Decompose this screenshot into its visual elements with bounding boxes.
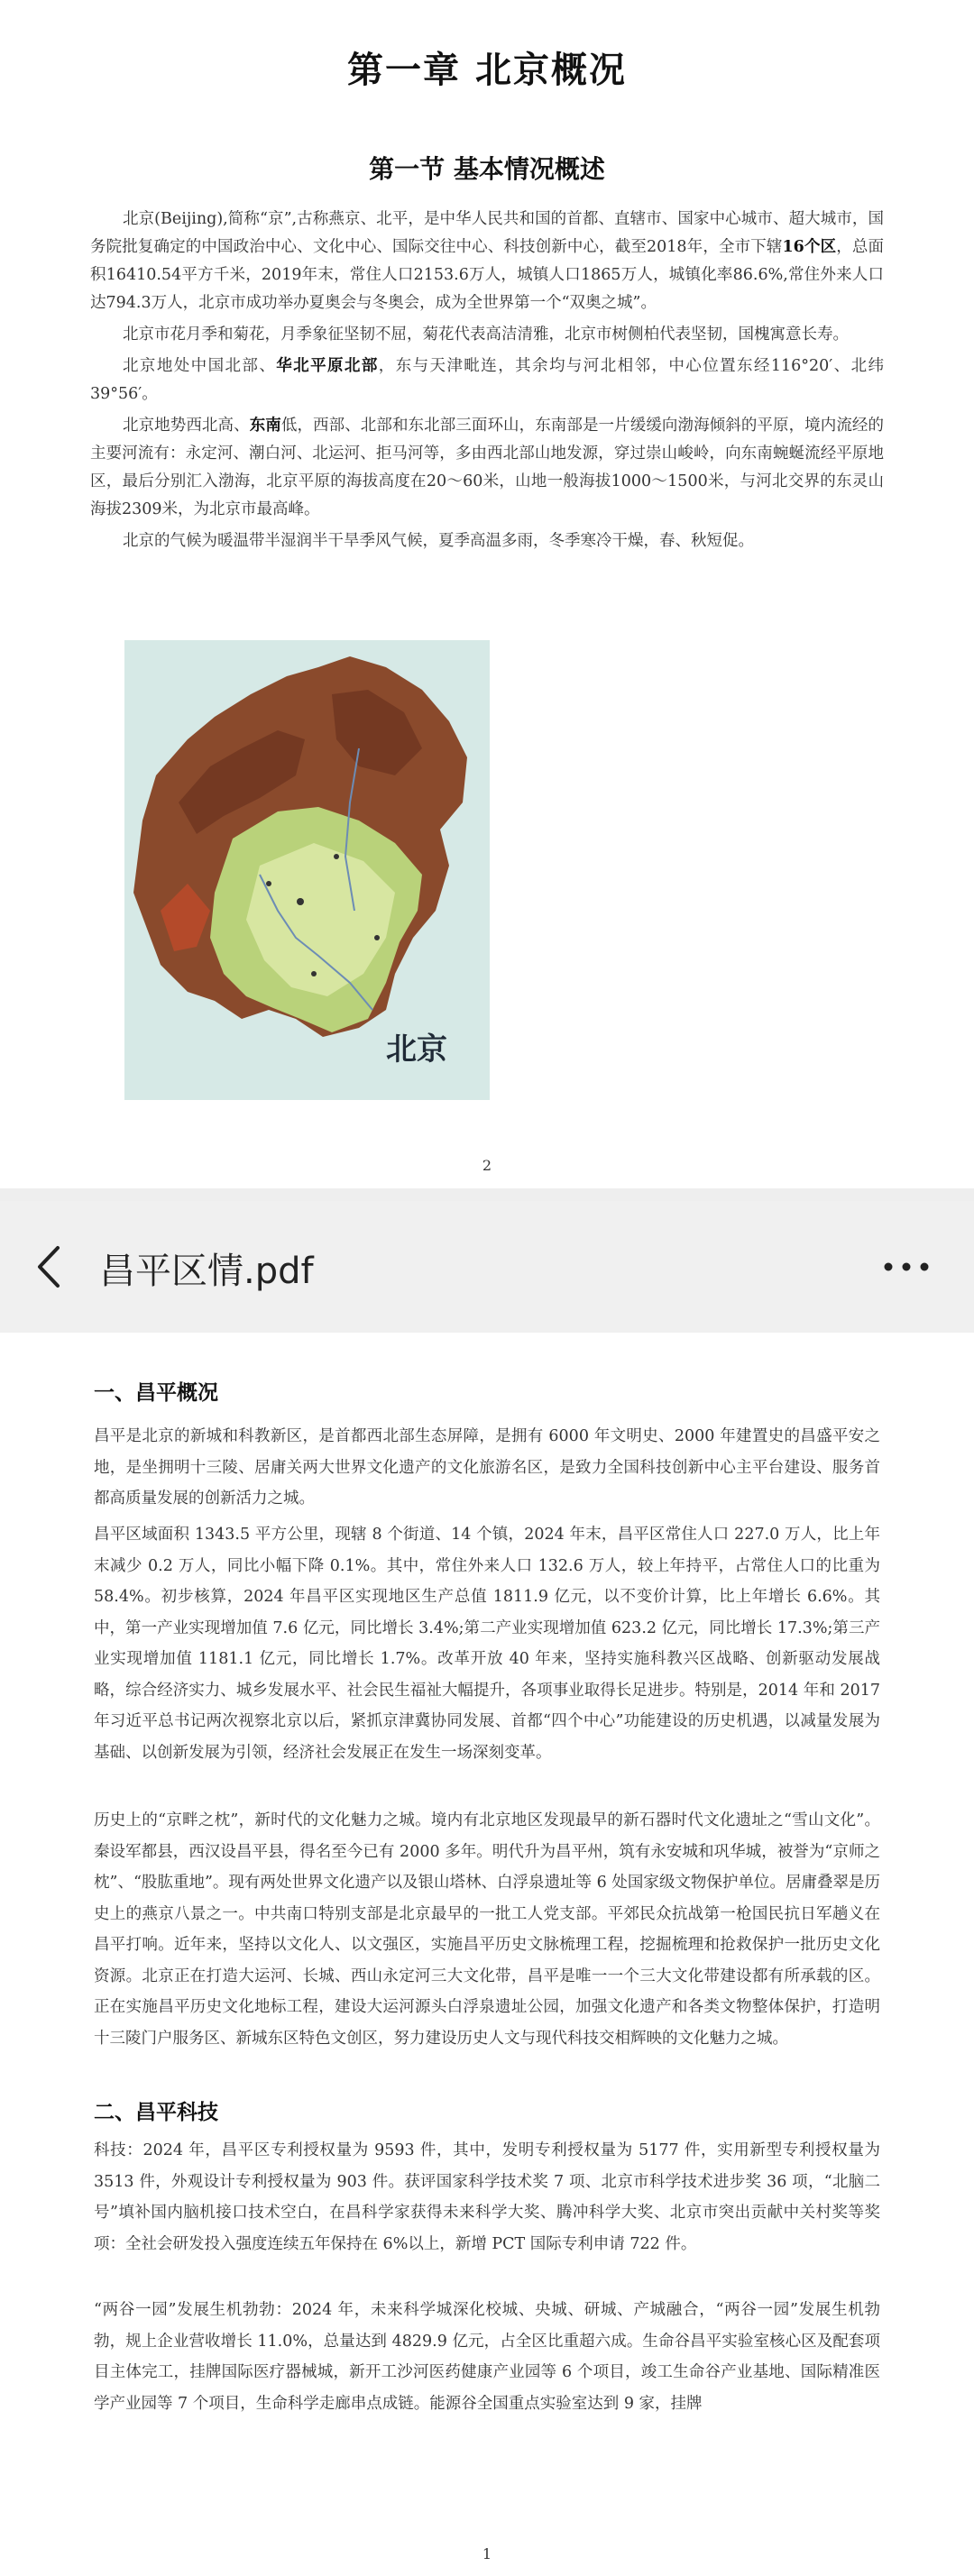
document-title: 昌平区情.pdf <box>99 1251 314 1292</box>
pdf-viewer-header <box>0 1201 974 1333</box>
more-options-button[interactable] <box>875 1244 938 1289</box>
more-horizontal-icon <box>875 1244 938 1289</box>
heading-overview: 一、昌平概况 <box>94 1381 218 1405</box>
document-page-2 <box>0 1333 974 2576</box>
intro-body <box>90 206 884 559</box>
paragraph: 历史上的“京畔之枕”，新时代的文化魅力之城。境内有北京地区发现最早的新石器时代文化遗址之“雪山文化”。秦设军都县，西汉设昌平县，得名至今已有 2000 多年。明代升为昌平州，筑有永安城和巩华城，被誉为“京师之枕”、“股肱重地”。现有两处世界文化遗产以及银山塔林、白浮泉遗址等 6 处国家级文物保护单位。居庸叠翠是历史上的燕京八景之一。中共南口特别支部是北京最早的一批工人党支部。平郊民众抗战第一枪国民抗日军趟义在昌平打响。近年来，坚持以文化人、以文强区，实施昌平历史文脉梳理工程，挖掘梳理和抢救保护一批历史文化资源。北京正在打造大运河、长城、西山永定河三大文化带，昌平是唯一一个三大文化带建设都有所承载的区。正在实施昌平历史文化地标工程，建设大运河源头白浮泉遗址公园，加强文化遗产和各类文物整体保护，打造明十三陵门户服务区、新城东区特色文创区，努力建设历史人文与现代科技交相辉映的文化魅力之城。 <box>94 1811 880 2048</box>
paragraph: 北京地势西北高、东南低，西部、北部和东北部三面环山，东南部是一片缓缓向渤海倾斜的平原，境内流经的主要河流有：永定河、潮白河、北运河、拒马河等，多由西北部山地发源，穿过崇山峻岭，向东南蜿蜒流经平原地区，最后分别汇入渤海，北京平原的海拔高度在20～60米，山地一般海拔1000～1500米，与河北交界的东灵山海拔2309米，为北京市最高峰。 <box>90 417 885 518</box>
paragraph: 北京地处中国北部、华北平原北部，东与天津毗连，其余均与河北相邻，中心位置东经116°20′、北纬39°56′。 <box>90 357 885 403</box>
paragraph: 北京(Beijing),简称“京”,古称燕京、北平，是中华人民共和国的首都、直辖市、国家中心城市、超大城市，国务院批复确定的中国政治中心、文化中心、国际交往中心、科技创新中心，截至2018年，全市下辖16个区，总面积16410.54平方千米，2019年末，常住人口2153.6万人，城镇人口1865万人，城镇化率86.6%,常住外来人口达794.3万人，北京市成功举办夏奥会与冬奥会，成为全世界第一个“双奥之城”。 <box>90 210 884 312</box>
paragraph: 昌平是北京的新城和科教新区，是首都西北部生态屏障，是拥有 6000 年文明史、2000 年建置史的昌盛平安之地，是坐拥明十三陵、居庸关两大世界文化遗产的文化旅游名区，是致力全国科技创新中心主平台建设、服务首都高质量发展的创新活力之城。 <box>94 1427 880 1508</box>
beijing-terrain-map <box>124 640 490 1100</box>
paragraph: “两谷一园”发展生机勃勃：2024 年，未来科学城深化校城、央城、研城、产城融合，“两谷一园”发展生机勃勃，规上企业营收增长 11.0%，总量达到 4829.9 亿元，占全区比重超六成。生命谷昌平实验室核心区及配套项目主体完工，挂牌国际医疗器械城，新开工沙河医药健康产业园等 6 个项目，竣工生命谷产业基地、国际精准医学产业园等 7 个项目，生命科学走廊串点成链。能源谷全国重点实验室达到 9 家，挂牌 <box>94 2301 880 2413</box>
chevron-left-icon <box>27 1235 72 1298</box>
page-separator <box>0 1188 974 1201</box>
page-number: 1 <box>482 2545 492 2562</box>
chapter-title: 第一章 北京概况 <box>347 50 627 91</box>
map-label: 北京 <box>386 1031 447 1068</box>
paragraph: 北京的气候为暖温带半湿润半干旱季风气候，夏季高温多雨，冬季寒冷干燥，春、秋短促。 <box>123 532 754 550</box>
back-button[interactable] <box>27 1235 72 1298</box>
paragraph: 北京市花月季和菊花，月季象征坚韧不屈，菊花代表高洁清雅，北京市树侧柏代表坚韧，国槐寓意长寿。 <box>123 325 849 344</box>
paragraph: 科技：2024 年，昌平区专利授权量为 9593 件，其中，发明专利授权量为 5177 件，实用新型专利授权量为 3513 件，外观设计专利授权量为 903 件。获评国家科学技术奖 7 项、北京市科学技术进步奖 36 项，“北脑二号”填补国内脑机接口技术空白，在昌科学家获得未来科学大奖、腾冲科学大奖、北京市突出贡献中关村奖等奖项：全社会研发投入强度连续五年保持在 6%以上，新增 PCT 国际专利申请 722 件。 <box>94 2141 880 2253</box>
section-title: 第一节 基本情况概述 <box>369 154 605 184</box>
page-number: 2 <box>482 1157 492 1174</box>
paragraph: 昌平区域面积 1343.5 平方公里，现辖 8 个街道、14 个镇，2024 年末，昌平区常住人口 227.0 万人，比上年末减少 0.2 万人，同比小幅下降 0.1%。其中，常住外来人口 132.6 万人，较上年持平，占常住人口的比重为 58.4%。初步核算，2024 年昌平区实现地区生产总值 1811.9 亿元，以不变价计算，比上年增长 6.6%。其中，第一产业实现增加值 7.6 亿元，同比增长 3.4%;第二产业实现增加值 623.2 亿元，同比增长 17.3%;第三产业实现增加值 1181.1 亿元，同比增长 1.7%。改革开放 40 年来，坚持实施科教兴区战略、创新驱动发展战略，综合经济实力、城乡发展水平、社会民生福祉大幅提升，各项事业取得长足进步。特别是，2014 年和 2017 年习近平总书记两次视察北京以后，紧抓京津冀协同发展、首都“四个中心”功能建设的历史机遇，以减量发展为基础、以创新发展为引领，经济社会发展正在发生一场深刻变革。 <box>94 1526 880 1762</box>
document-page-1 <box>0 0 974 1188</box>
heading-technology: 二、昌平科技 <box>94 2101 218 2124</box>
